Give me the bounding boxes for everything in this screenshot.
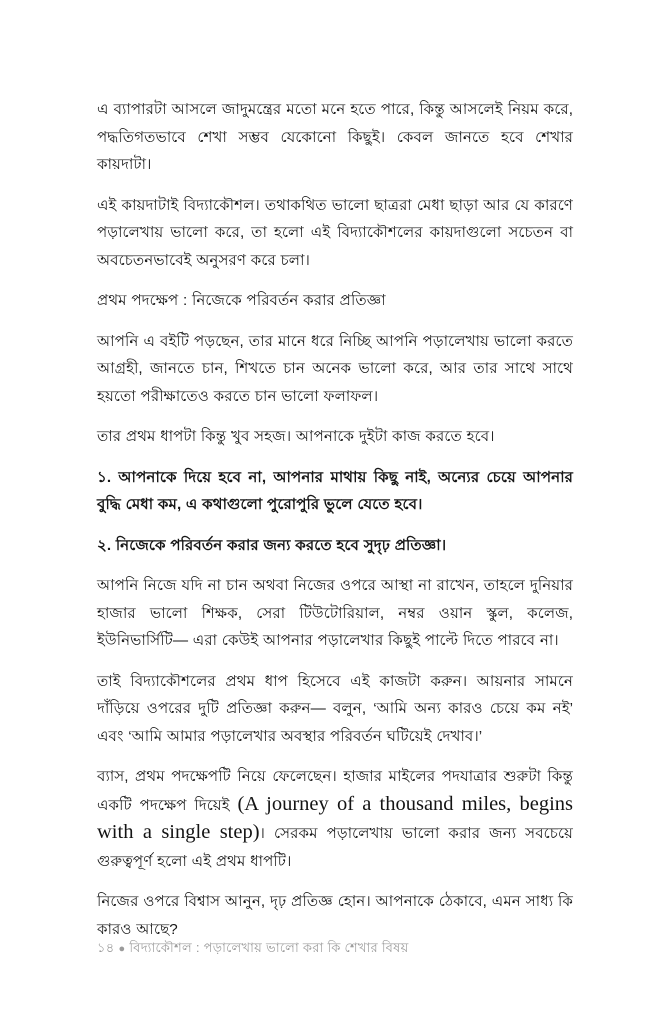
page-content-column xyxy=(97,96,573,956)
english-quote-journey: (A journey of a thousand miles, begins with a single step) xyxy=(97,792,573,843)
paragraph-10-text-after: । সেরকম পড়ালেখায় ভালো করার জন্য সবচেয়ে গুরুত্বপূর্ণ হলো এই প্রথম ধাপটি। xyxy=(97,825,573,870)
section-heading-first-step: প্রথম পদক্ষেপ : নিজেকে পরিবর্তন করার প্রতিজ্ঞা xyxy=(97,292,386,309)
footer-separator-icon: ● xyxy=(118,942,126,955)
paragraph-1: এ ব্যাপারটা আসলে জাদুমন্ত্রের মতো মনে হতে পারে, কিন্তু আসলেই নিয়ম করে, পদ্ধতিগতভাবে শেখা সম্ভব যেকোনো কিছুই। কেবল জানতে হবে শেখার কায়দাটা। xyxy=(97,101,573,173)
numbered-point-1: ১. আপনাকে দিয়ে হবে না, আপনার মাথায় কিছু নাই, অন্যের চেয়ে আপনার বুদ্ধি মেধা কম, এ কথাগুলো পুরোপুরি ভুলে যেতে হবে। xyxy=(97,468,573,513)
footer-book-title: বিদ্যাকৌশল : পড়ালেখায় ভালো করা কি শেখার বিষয় xyxy=(129,940,409,955)
paragraph-10-text-before: ব্যাস, প্রথম পদক্ষেপটি নিয়ে ফেলেছেন। হাজার মাইলের পদযাত্রার শুরুটা কিন্তু একটি পদক্ষেপ দিয়েই xyxy=(97,768,573,814)
numbered-point-2: ২. নিজেকে পরিবর্তন করার জন্য করতে হবে সুদৃঢ় প্রতিজ্ঞা। xyxy=(97,536,447,554)
page-footer xyxy=(97,938,409,959)
paragraph-9-mirror-pledge: তাই বিদ্যাকৌশলের প্রথম ধাপ হিসেবে এই কাজটা করুন। আয়নার সামনে দাঁড়িয়ে ওপরের দুটি প্রতিজ্ঞা করুন— বলুন, ‘আমি অন্য কারও চেয়ে কম নই’ এবং ‘আমি আমার পড়ালেখার অবস্থার পরিবর্তন ঘটিয়েই দেখাব।’ xyxy=(97,672,573,745)
footer-page-number: ১৪ xyxy=(97,940,115,955)
paragraph-11-closing: নিজের ওপরে বিশ্বাস আনুন, দৃঢ় প্রতিজ্ঞ হোন। আপনাকে ঠেকাবে, এমন সাধ্য কি কারও আছে? xyxy=(97,893,573,938)
paragraph-4: আপনি এ বইটি পড়ছেন, তার মানে ধরে নিচ্ছি আপনি পড়ালেখায় ভালো করতে আগ্রহী, জানতে চান, শিখতে চান অনেক ভালো করে, আর তার সাথে সাথে হয়তো পরীক্ষাতেও করতে চান ভালো ফলাফল। xyxy=(97,332,573,405)
paragraph-5: তার প্রথম ধাপটা কিন্তু খুব সহজ। আপনাকে দুইটা কাজ করতে হবে। xyxy=(97,428,495,445)
paragraph-8: আপনি নিজে যদি না চান অথবা নিজের ওপরে আস্থা না রাখেন, তাহলে দুনিয়ার হাজার ভালো শিক্ষক, সেরা টিউটোরিয়াল, নম্বর ওয়ান স্কুল, কলেজ, ইউনিভার্সিটি— এরা কেউই আপনার পড়ালেখার কিছুই পাল্টে দিতে পারবে না। xyxy=(97,577,573,649)
paragraph-2: এই কায়দাটাই বিদ্যাকৌশল। তথাকথিত ভালো ছাত্ররা মেধা ছাড়া আর যে কারণে পড়ালেখায় ভালো করে, তা হলো এই বিদ্যাকৌশলের কায়দাগুলো সচেতন বা অবচেতনভাবেই অনুসরণ করে চলা। xyxy=(97,196,573,269)
paragraph-10-journey-quote xyxy=(97,763,573,875)
